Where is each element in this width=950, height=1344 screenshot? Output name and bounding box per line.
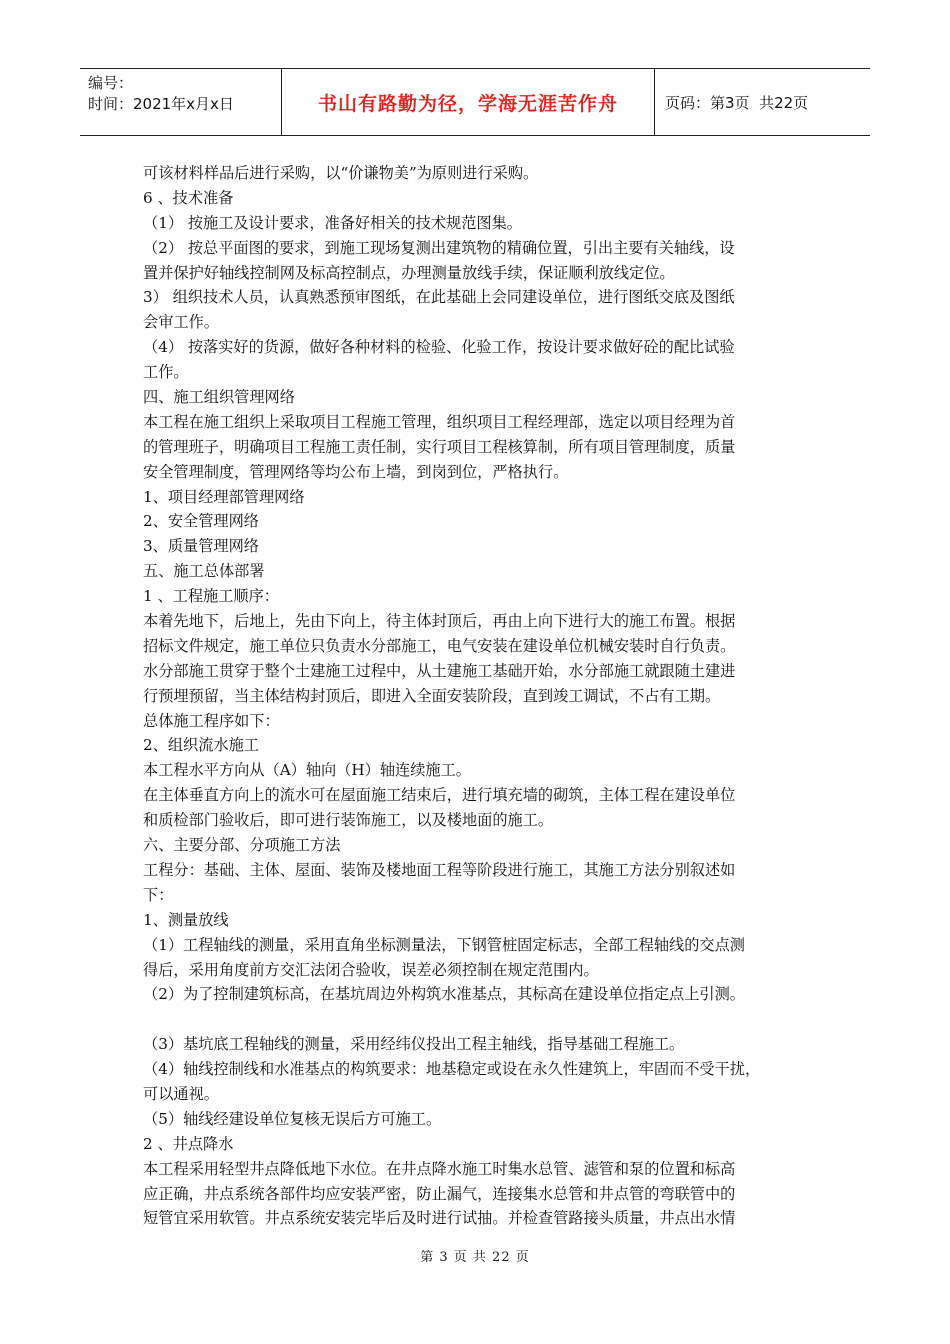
text-line: 应正确，井点系统各部件均应安装严密，防止漏气，连接集水总管和井点管的弯联管中的 xyxy=(143,1184,736,1203)
text-line: 工作。 xyxy=(143,363,189,382)
text-line: 五、施工总体部署 xyxy=(143,562,265,581)
text-line: 工程分：基础、主体、屋面、装饰及楼地面工程等阶段进行施工，其施工方法分别叙述如 xyxy=(143,860,736,879)
text-line: 四、施工组织管理网络 xyxy=(143,388,295,407)
header-meta xyxy=(80,69,282,135)
text-line: 本工程水平方向从（A）轴向（H）轴连续施工。 xyxy=(143,761,471,780)
text-line: 和质检部门验收后，即可进行装饰施工，以及楼地面的施工。 xyxy=(143,811,554,830)
blank-line xyxy=(143,1007,815,1032)
text-line: （1）工程轴线的测量，采用直角坐标测量法，下钢管桩固定标志，全部工程轴线的交点测 xyxy=(143,935,745,954)
text-line: 6 、技术准备 xyxy=(143,188,234,207)
text-line: 2、组织流水施工 xyxy=(143,736,259,755)
text-line: （5）轴线经建设单位复核无误后方可施工。 xyxy=(143,1109,442,1128)
text-line: （4） 按落实好的货源，做好各种材料的检验、化验工作，按设计要求做好砼的配比试验 xyxy=(143,338,735,357)
document-number-label: 编号： xyxy=(88,74,134,92)
document-body xyxy=(143,161,815,1231)
text-line: 2 、井点降水 xyxy=(143,1134,234,1153)
text-line: 3、质量管理网络 xyxy=(143,537,259,556)
text-line: 本工程在施工组织上采取项目工程施工管理，组织项目工程经理部，选定以项目经理为首 xyxy=(143,412,736,431)
text-line: 1、项目经理部管理网络 xyxy=(143,487,305,506)
text-line: 在主体垂直方向上的流水可在屋面施工结束后，进行填充墙的砌筑，主体工程在建设单位 xyxy=(143,786,736,805)
text-line: 水分部施工贯穿于整个土建施工过程中，从土建施工基础开始，水分部施工就跟随土建进 xyxy=(143,661,736,680)
text-line: （2）为了控制建筑标高，在基坑周边外构筑水准基点，其标高在建设单位指定点上引测。 xyxy=(143,985,745,1004)
text-line: 可以通视。 xyxy=(143,1084,219,1103)
document-date: 时间：2021年x月x日 xyxy=(88,95,234,113)
text-line: 2、安全管理网络 xyxy=(143,512,259,531)
page-footer: 第 3 页 共 22 页 xyxy=(420,1250,530,1265)
text-line: 安全管理制度，管理网络等均公布上墙，到岗到位，严格执行。 xyxy=(143,462,569,481)
text-line: 1、测量放线 xyxy=(143,910,229,929)
text-line: （4）轴线控制线和水准基点的构筑要求：地基稳定或设在永久性建筑上，牢固而不受干扰， xyxy=(143,1060,761,1079)
text-line: 的管理班子，明确项目工程施工责任制，实行项目工程核算制，所有项目管理制度，质量 xyxy=(143,437,736,456)
text-line: （2） 按总平面图的要求，到施工现场复测出建筑物的精确位置，引出主要有关轴线，设 xyxy=(143,238,735,257)
text-line: 3） 组织技术人员，认真熟悉预审图纸，在此基础上会同建设单位，进行图纸交底及图纸 xyxy=(143,288,735,307)
text-line: 得后，采用角度前方交汇法闭合验收，误差必须控制在规定范围内。 xyxy=(143,960,599,979)
text-line: 招标文件规定，施工单位只负责水分部施工，电气安装在建设单位机械安装时自行负责。 xyxy=(143,636,736,655)
text-line: 可该材料样品后进行采购，以“价谦物美”为原则进行采购。 xyxy=(143,164,539,182)
header-page-info: 页码：第3页 共22页 xyxy=(665,93,809,112)
text-line: 下： xyxy=(143,885,174,904)
text-line: 总体施工程序如下： xyxy=(143,711,280,730)
text-line: 本工程采用轻型井点降低地下水位。在井点降水施工时集水总管、滤管和泵的位置和标高 xyxy=(143,1159,736,1178)
text-line: 会审工作。 xyxy=(143,313,219,332)
text-line: 本着先地下，后地上，先由下向上，待主体封顶后，再由上向下进行大的施工布置。根据 xyxy=(143,612,736,631)
text-line: 1 、工程施工顺序： xyxy=(143,587,279,606)
text-line: 六、主要分部、分项施工方法 xyxy=(143,836,341,855)
text-line: 行预埋预留，当主体结构封顶后，即进入全面安装阶段，直到竣工调试，不占有工期。 xyxy=(143,686,721,705)
header-motto: 书山有路勤为径，学海无涯苦作舟 xyxy=(282,69,655,135)
text-line: 置并保护好轴线控制网及标高控制点，办理测量放线手续，保证顺利放线定位。 xyxy=(143,263,675,282)
text-line: （3）基坑底工程轴线的测量，采用经纬仪投出工程主轴线，指导基础工程施工。 xyxy=(143,1035,685,1054)
text-line: （1） 按施工及设计要求，准备好相关的技术规范图集。 xyxy=(143,213,522,232)
text-line: 短管宜采用软管。井点系统安装完毕后及时进行试抽。并检查管路接头质量，井点出水情 xyxy=(143,1209,736,1228)
page-header xyxy=(80,68,870,136)
